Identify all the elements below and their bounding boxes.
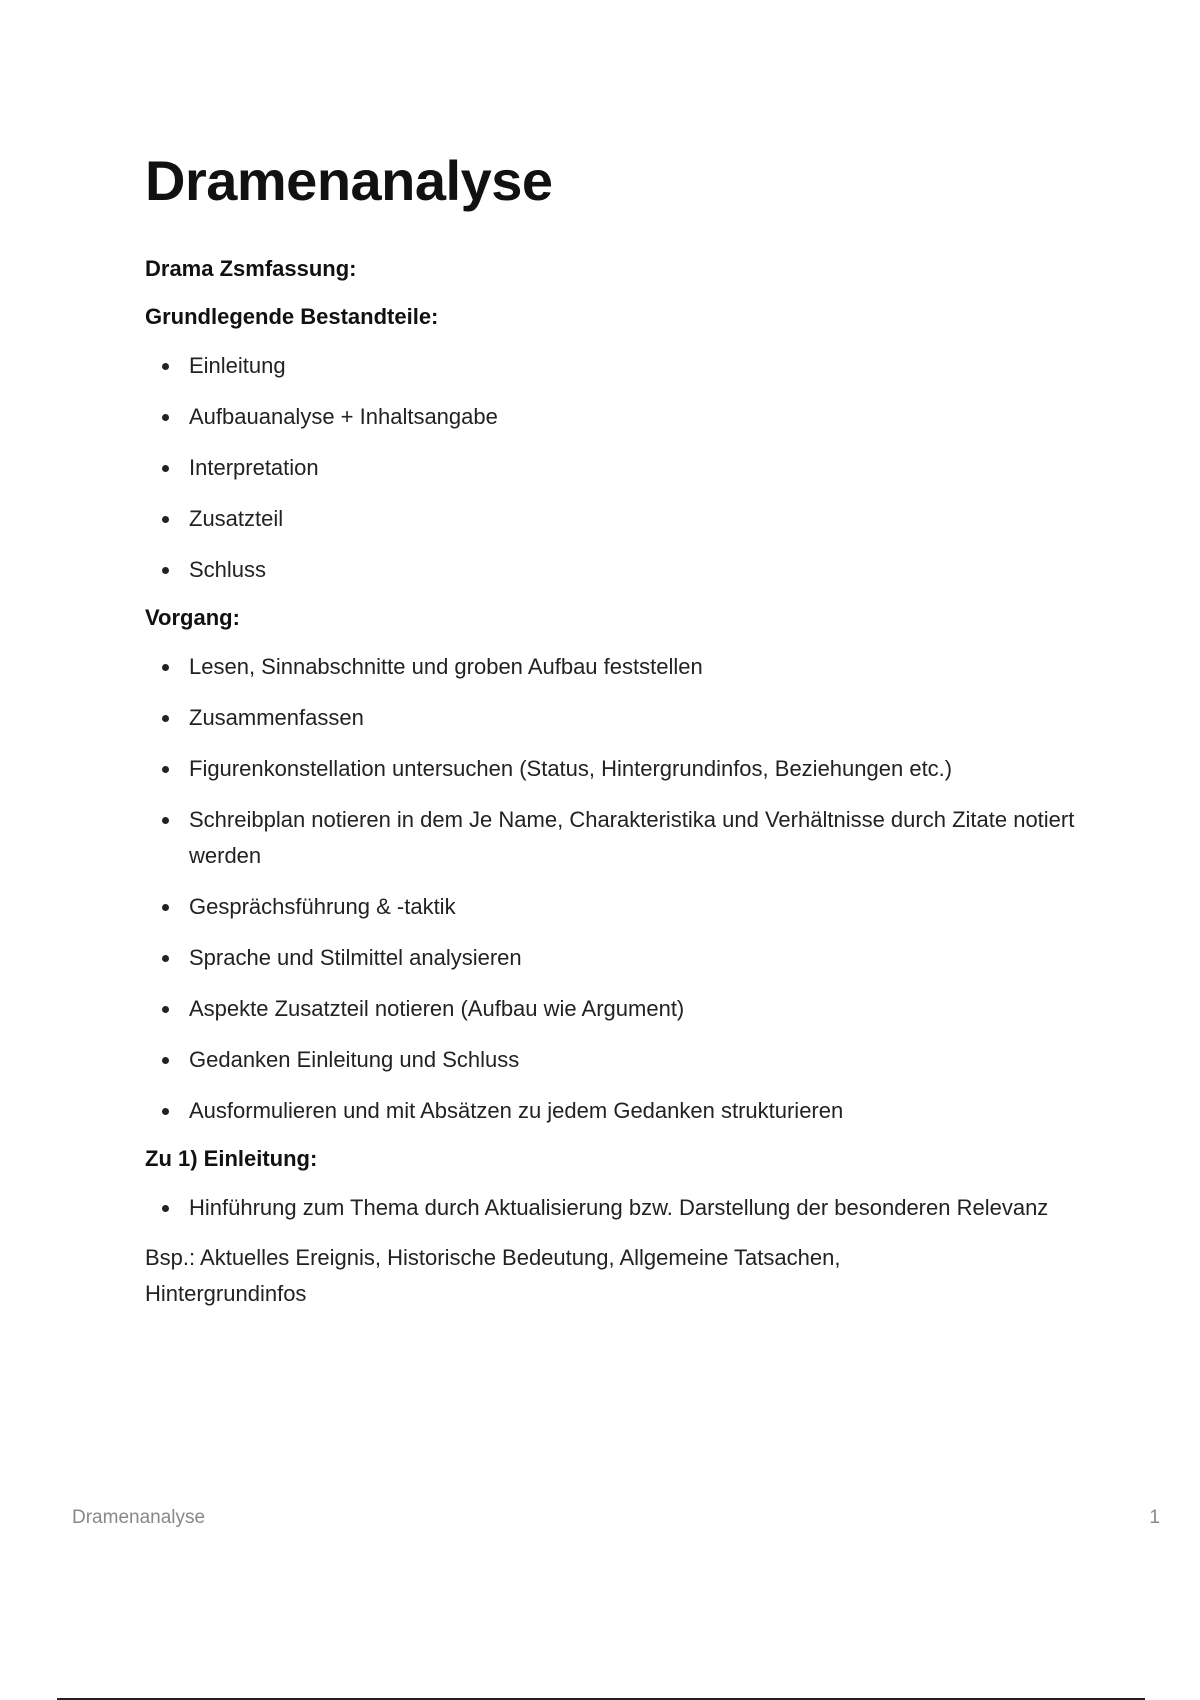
components-heading: Grundlegende Bestandteile: xyxy=(145,304,439,329)
page-number: 1 xyxy=(1149,1507,1160,1528)
list-item: Sprache und Stilmittel analysieren xyxy=(145,940,1105,976)
list-item: Lesen, Sinnabschnitte und groben Aufbau feststellen xyxy=(145,649,1105,685)
list-item: Schreibplan notieren in dem Je Name, Charakteristika und Verhältnisse durch Zitate notiert werden xyxy=(145,802,1105,874)
footer-title: Dramenanalyse xyxy=(72,1507,206,1528)
summary-heading: Drama Zsmfassung: xyxy=(145,256,357,281)
list-item: Hinführung zum Thema durch Aktualisierung bzw. Darstellung der besonderen Relevanz xyxy=(145,1190,1105,1226)
list-item: Gesprächsführung & -taktik xyxy=(145,889,1105,925)
list-item: Schluss xyxy=(145,552,1105,588)
page-title: Dramenanalyse xyxy=(145,149,553,212)
list-item: Einleitung xyxy=(145,348,1105,384)
intro-heading: Zu 1) Einleitung: xyxy=(145,1146,318,1171)
list-item: Ausformulieren und mit Absätzen zu jedem Gedanken strukturieren xyxy=(145,1093,1105,1129)
list-item: Aspekte Zusatzteil notieren (Aufbau wie Argument) xyxy=(145,991,1105,1027)
list-item: Interpretation xyxy=(145,450,1105,486)
list-item: Gedanken Einleitung und Schluss xyxy=(145,1042,1105,1078)
process-list xyxy=(145,649,1105,1129)
list-item: Zusatzteil xyxy=(145,501,1105,537)
example-paragraph: Bsp.: Aktuelles Ereignis, Historische Bedeutung, Allgemeine Tatsachen, Hintergrundinfos xyxy=(145,1245,841,1306)
process-heading: Vorgang: xyxy=(145,605,240,630)
list-item: Figurenkonstellation untersuchen (Status, Hintergrundinfos, Beziehungen etc.) xyxy=(145,751,1105,787)
list-item: Aufbauanalyse + Inhaltsangabe xyxy=(145,399,1105,435)
list-item: Zusammenfassen xyxy=(145,700,1105,736)
intro-list xyxy=(145,1190,1105,1226)
document-body xyxy=(145,145,1105,1312)
components-list xyxy=(145,348,1105,588)
